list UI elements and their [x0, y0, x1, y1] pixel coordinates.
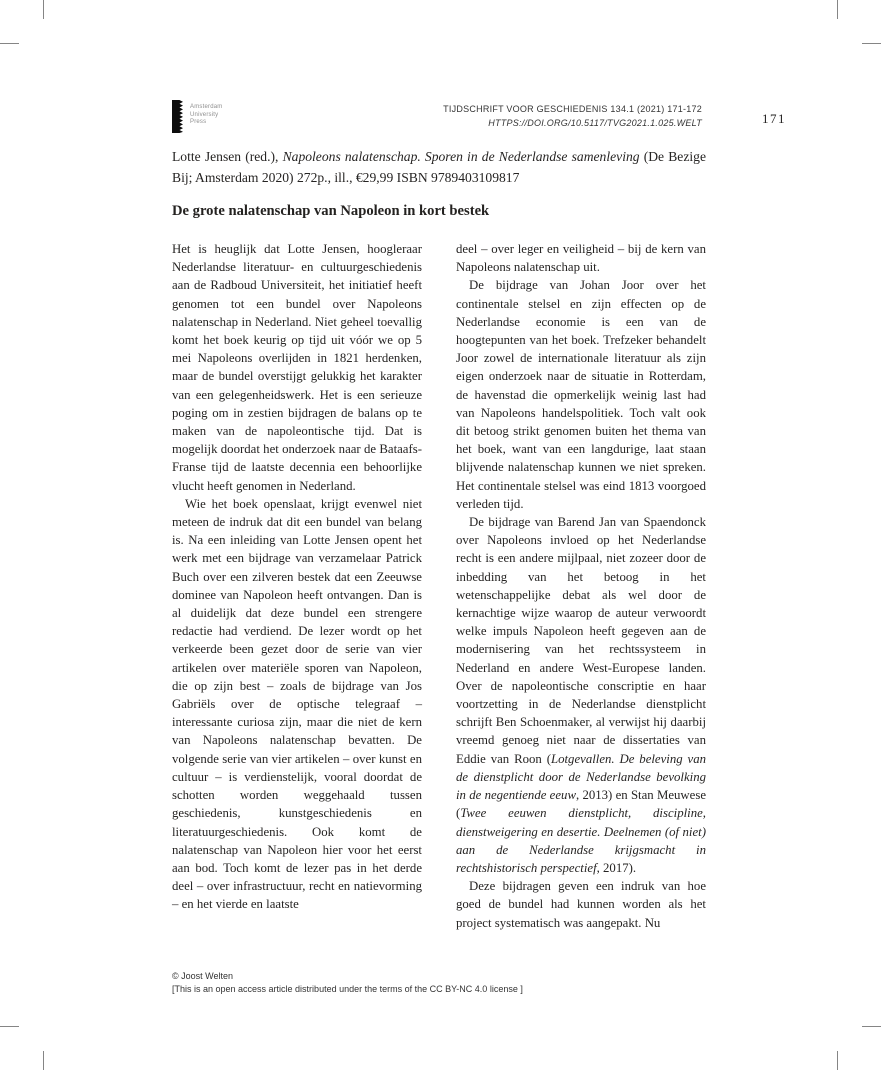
- publisher-name-line: Press: [190, 119, 207, 125]
- paragraph-text: , 2013) en Stan Meuwese (: [456, 788, 707, 821]
- doi-line: HTTPS://DOI.ORG/10.5117/TVG2021.1.025.WELT: [488, 117, 702, 128]
- paragraph: [172, 495, 422, 914]
- review-title: De grote nalatenschap van Napoleon in kort bestek: [172, 203, 490, 219]
- paragraph: [456, 240, 706, 276]
- crop-mark-icon: [0, 43, 19, 44]
- paragraph: [172, 240, 422, 495]
- cited-work-title: Lotgevallen. De beleving van de dienstplicht door de Nederlandse bevolking in de negentiende eeuw: [456, 751, 706, 803]
- crop-mark-icon: [43, 1051, 44, 1070]
- running-head: [302, 103, 702, 130]
- paragraph-text: Deze bijdragen geven een indruk van hoe goed de bundel had kunnen worden als het project systematisch was aangepakt. Nu: [456, 879, 706, 930]
- article-body: [172, 240, 706, 932]
- journal-issue-line: TIJDSCHRIFT VOOR GESCHIEDENIS 134.1 (2021) 171-172: [443, 104, 702, 114]
- crop-mark-icon: [0, 1026, 19, 1027]
- aup-logo-mark-icon: [172, 100, 183, 133]
- publisher-name: [190, 100, 222, 127]
- paragraph: [456, 513, 706, 877]
- paragraph-text: , 2017).: [596, 860, 637, 875]
- book-title: Napoleons nalatenschap. Sporen in de Nederlandse samenleving: [282, 149, 640, 164]
- paragraph: [456, 276, 706, 513]
- license-line: [This is an open access article distributed under the terms of the CC BY-NC 4.0 license ]: [172, 984, 523, 994]
- crop-mark-icon: [862, 43, 881, 44]
- publisher-logo: [172, 100, 222, 133]
- book-citation: [172, 146, 706, 189]
- page-number: 171: [762, 111, 786, 126]
- crop-mark-icon: [837, 0, 838, 19]
- paragraph-text: De bijdrage van Barend Jan van Spaendonck over Napoleons invloed op het Nederlandse recht is een andere mijlpaal, niet zozeer door de inbedding van het betoog in het wetenschappelijke debat als wel door de kernachtige wijze waarop de auteur verwoordt welke impuls Napoleon heeft gegeven aan de modernisering van het rechtssysteem in Nederland en andere West-Europese landen. Over de napoleontische conscriptie en haar voortzetting in de Nederlandse dienstplicht schrijft Ben Schoenmaker, al verwijst hij daarbij vreemd genoeg niet naar de dissertaties van Eddie van Roon (: [456, 515, 706, 766]
- paragraph: [456, 877, 706, 932]
- crop-mark-icon: [862, 1026, 881, 1027]
- crop-mark-icon: [837, 1051, 838, 1070]
- footer: [172, 970, 523, 996]
- cited-work-title: Twee eeuwen dienstplicht, discipline, dienstweigering en desertie. Deelnemen (of niet) aan de Nederlandse krijgsmacht in rechtshistorisch perspectief: [456, 806, 706, 875]
- copyright-line: © Joost Welten: [172, 971, 233, 981]
- crop-mark-icon: [43, 0, 44, 19]
- column-right: [456, 240, 706, 932]
- paragraph-text: Wie het boek openslaat, krijgt evenwel niet meteen de indruk dat dit een bundel van belang is. Na een inleiding van Lotte Jensen opent het werk met een bijdrage van verzamelaar Patrick Buch over een zilveren bestek dat een Zeeuwse dominee van Napoleon heeft ontvangen. Dan is al duidelijk dat deze bundel een strengere redactie had verdiend. De lezer wordt op het verkeerde been gezet door de serie van vier artikelen over materiële sporen van Napoleon, die op zijn best – zoals de bijdrage van Jos Gabriëls over de optische telegraaf – interessante curiosa zijn, maar die niet de kern van Napoleons nalatenschap bevatten. De volgende serie van vier artikelen – over kunst en cultuur – is verdienstelijk, vooral doordat de schotten worden weggehaald tussen geschiedenis, kunstgeschiedenis en literatuurgeschiedenis. Ook komt de nalatenschap van Napoleon hier voor het eerst aan bod. Toch komt de lezer pas in het derde deel – over infrastructuur, recht en natievorming – en het vierde en laatste: [172, 496, 422, 912]
- column-left: [172, 240, 422, 932]
- citation-segment: Lotte Jensen (red.),: [172, 149, 283, 164]
- publisher-name-line: Amsterdam: [190, 104, 223, 110]
- citation-segment: (De Bezige Bij; Amsterdam 2020) 272p., ill., €29,99 ISBN 9789403109817: [172, 149, 706, 186]
- paragraph-text: De bijdrage van Johan Joor over het continentale stelsel en zijn effecten op de Nederlandse economie is een van de hoogtepunten van het boek. Trefzeker behandelt Joor zowel de internationale literatuur als zijn eigen onderzoek naar de situatie in Rotterdam, de havenstad die opmerkelijk weinig last had van Napoleons handelspolitiek. Toch valt ook dit betoog strikt genomen buiten het thema van het boek, want van een langdurige, laat staan blijvende nalatenschap kunnen we niet spreken. Het continentale stelsel was eind 1813 voorgoed verleden tijd.: [456, 278, 706, 511]
- publisher-name-line: University: [190, 111, 219, 118]
- paragraph-text: Het is heuglijk dat Lotte Jensen, hoogleraar Nederlandse literatuur- en cultuurgeschiedenis aan de Radboud Universiteit, het initiatief heeft genomen tot een bundel over Napoleons nalatenschap in Nederland. Niet geheel toevallig komt het boek keurig op tijd uit vóór we op 5 mei Napoleons overlijden in 1821 herdenken, maar de bundel overstijgt gelukkig het karakter van een gelegenheidswerk. Het is een serieuze poging om in zestien bijdragen de balans op te maken van de napoleontische tijd. Dat is mogelijk doordat het onderzoek naar de Bataafs-Franse tijd de laatste decennia een behoorlijke vlucht heeft genomen in Nederland.: [172, 242, 422, 493]
- paragraph-text: deel – over leger en veiligheid – bij de kern van Napoleons nalatenschap uit.: [456, 242, 706, 275]
